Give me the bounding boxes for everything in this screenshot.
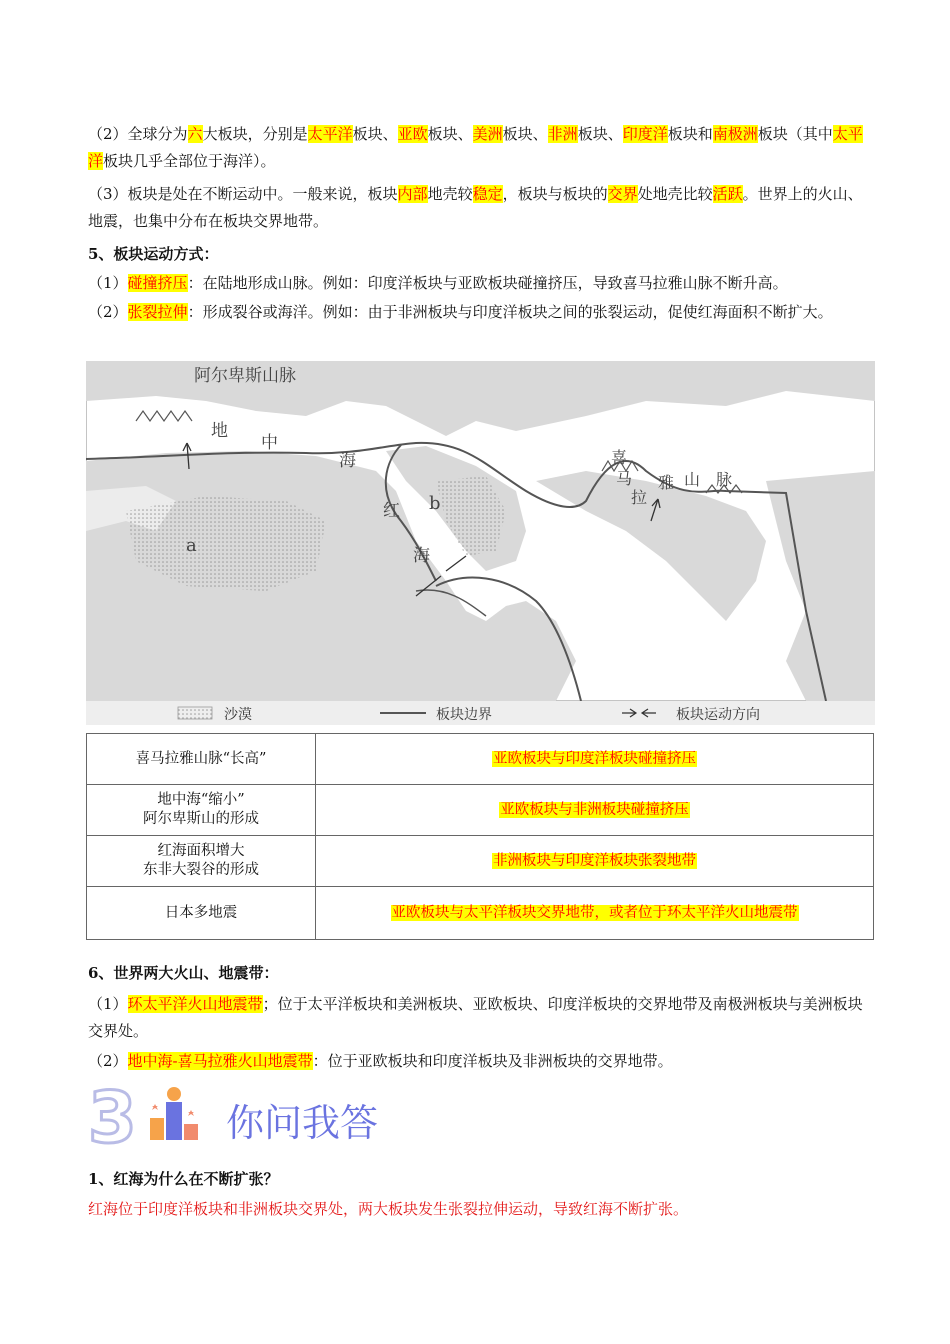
answer-text: 红海位于印度洋板块和非洲板块交界处，两大板块发生张裂拉伸运动，导致红海不断扩张。 bbox=[88, 1200, 689, 1218]
highlight: 非洲 bbox=[547, 125, 578, 143]
question-title: 1、红海为什么在不断扩张？ bbox=[88, 1170, 279, 1188]
highlight: 地中海-喜马拉雅火山地震带 bbox=[127, 1052, 313, 1070]
map-label-alps: 阿尔卑斯山脉 bbox=[194, 366, 296, 386]
highlight: 内部 bbox=[397, 185, 428, 203]
map-label-shan: 山 bbox=[684, 470, 701, 489]
section-6-item-1: （1）环太平洋火山地震带；位于太平洋板块和美洲板块、亚欧板块、印度洋板块的交界地带及南极洲板块与美洲板块交界处。 bbox=[88, 995, 863, 1040]
highlight: 印度洋 bbox=[622, 125, 668, 143]
highlight: 六 bbox=[187, 125, 203, 143]
map-label-ma: 马 bbox=[616, 469, 633, 488]
banner-number: 3 bbox=[88, 1080, 137, 1150]
table-row: 红海面积增大 东非大裂谷的形成 非洲板块与印度洋板块张裂地带 bbox=[87, 836, 874, 887]
highlight: 南极洲 bbox=[712, 125, 758, 143]
highlight: 亚欧 bbox=[397, 125, 428, 143]
highlight: 美洲 bbox=[472, 125, 503, 143]
map-label-di: 地 bbox=[211, 421, 228, 441]
paragraph-plate-motion: （3）板块是处在不断运动中。一般来说，板块内部地壳较稳定，板块与板块的交界处地壳比较活跃。世界上的火山、地震，也集中分布在板块交界地带。 bbox=[88, 185, 863, 230]
highlight: 稳定 bbox=[472, 185, 503, 203]
map-label-xi: 喜 bbox=[611, 448, 628, 467]
map-label-ya: 雅 bbox=[658, 473, 675, 492]
map-label-mai: 脉 bbox=[716, 470, 733, 489]
trophy-icon bbox=[150, 1087, 198, 1140]
map-label-hai2: 海 bbox=[413, 546, 430, 566]
section-6-title: 6、世界两大火山、地震带： bbox=[88, 964, 279, 982]
legend-direction: 板块运动方向 bbox=[676, 707, 760, 723]
highlight: 交界 bbox=[607, 185, 638, 203]
map-label-zhong: 中 bbox=[261, 433, 278, 453]
banner-title: 你问我答 bbox=[226, 1101, 379, 1145]
section-banner bbox=[88, 1080, 388, 1150]
section-5-title: 5、板块运动方式： bbox=[88, 245, 219, 263]
section-6-item-2: （2）地中海-喜马拉雅火山地震带：位于亚欧板块和印度洋板块及非洲板块的交界地带。 bbox=[88, 1052, 673, 1070]
table-row: 喜马拉雅山脉“长高” 亚欧板块与印度洋板块碰撞挤压 bbox=[87, 734, 874, 785]
highlight: 活跃 bbox=[712, 185, 743, 203]
map-label-hong: 红 bbox=[383, 501, 400, 521]
plate-table bbox=[86, 733, 874, 940]
highlight: 太平洋 bbox=[88, 125, 863, 170]
highlight: 环太平洋火山地震带 bbox=[127, 995, 263, 1013]
plate-map bbox=[86, 361, 875, 725]
map-label-hai: 海 bbox=[339, 451, 356, 471]
section-5-item-2: （2）张裂拉伸：形成裂谷或海洋。例如：由于非洲板块与印度洋板块之间的张裂运动，促使红海面积不断扩大。 bbox=[88, 303, 833, 321]
map-label-a: a bbox=[186, 535, 197, 556]
paragraph-plates-list: （2）全球分为六大板块，分别是太平洋板块、亚欧板块、美洲板块、非洲板块、印度洋板块和南极洲板块（其中太平洋板块几乎全部位于海洋）。 bbox=[88, 125, 863, 170]
legend-boundary: 板块边界 bbox=[436, 707, 492, 723]
highlight: 太平洋 bbox=[307, 125, 353, 143]
map-label-b: b bbox=[429, 493, 441, 514]
legend-desert: 沙漠 bbox=[224, 707, 252, 723]
highlight: 张裂拉伸 bbox=[127, 303, 188, 321]
map-label-la: 拉 bbox=[631, 488, 648, 507]
table-row: 地中海“缩小” 阿尔卑斯山的形成 亚欧板块与非洲板块碰撞挤压 bbox=[87, 785, 874, 836]
highlight: 碰撞挤压 bbox=[127, 274, 188, 292]
section-5-item-1: （1）碰撞挤压：在陆地形成山脉。例如：印度洋板块与亚欧板块碰撞挤压，导致喜马拉雅山脉不断升高。 bbox=[88, 274, 788, 292]
table-row: 日本多地震 亚欧板块与太平洋板块交界地带，或者位于环太平洋火山地震带 bbox=[87, 887, 874, 940]
